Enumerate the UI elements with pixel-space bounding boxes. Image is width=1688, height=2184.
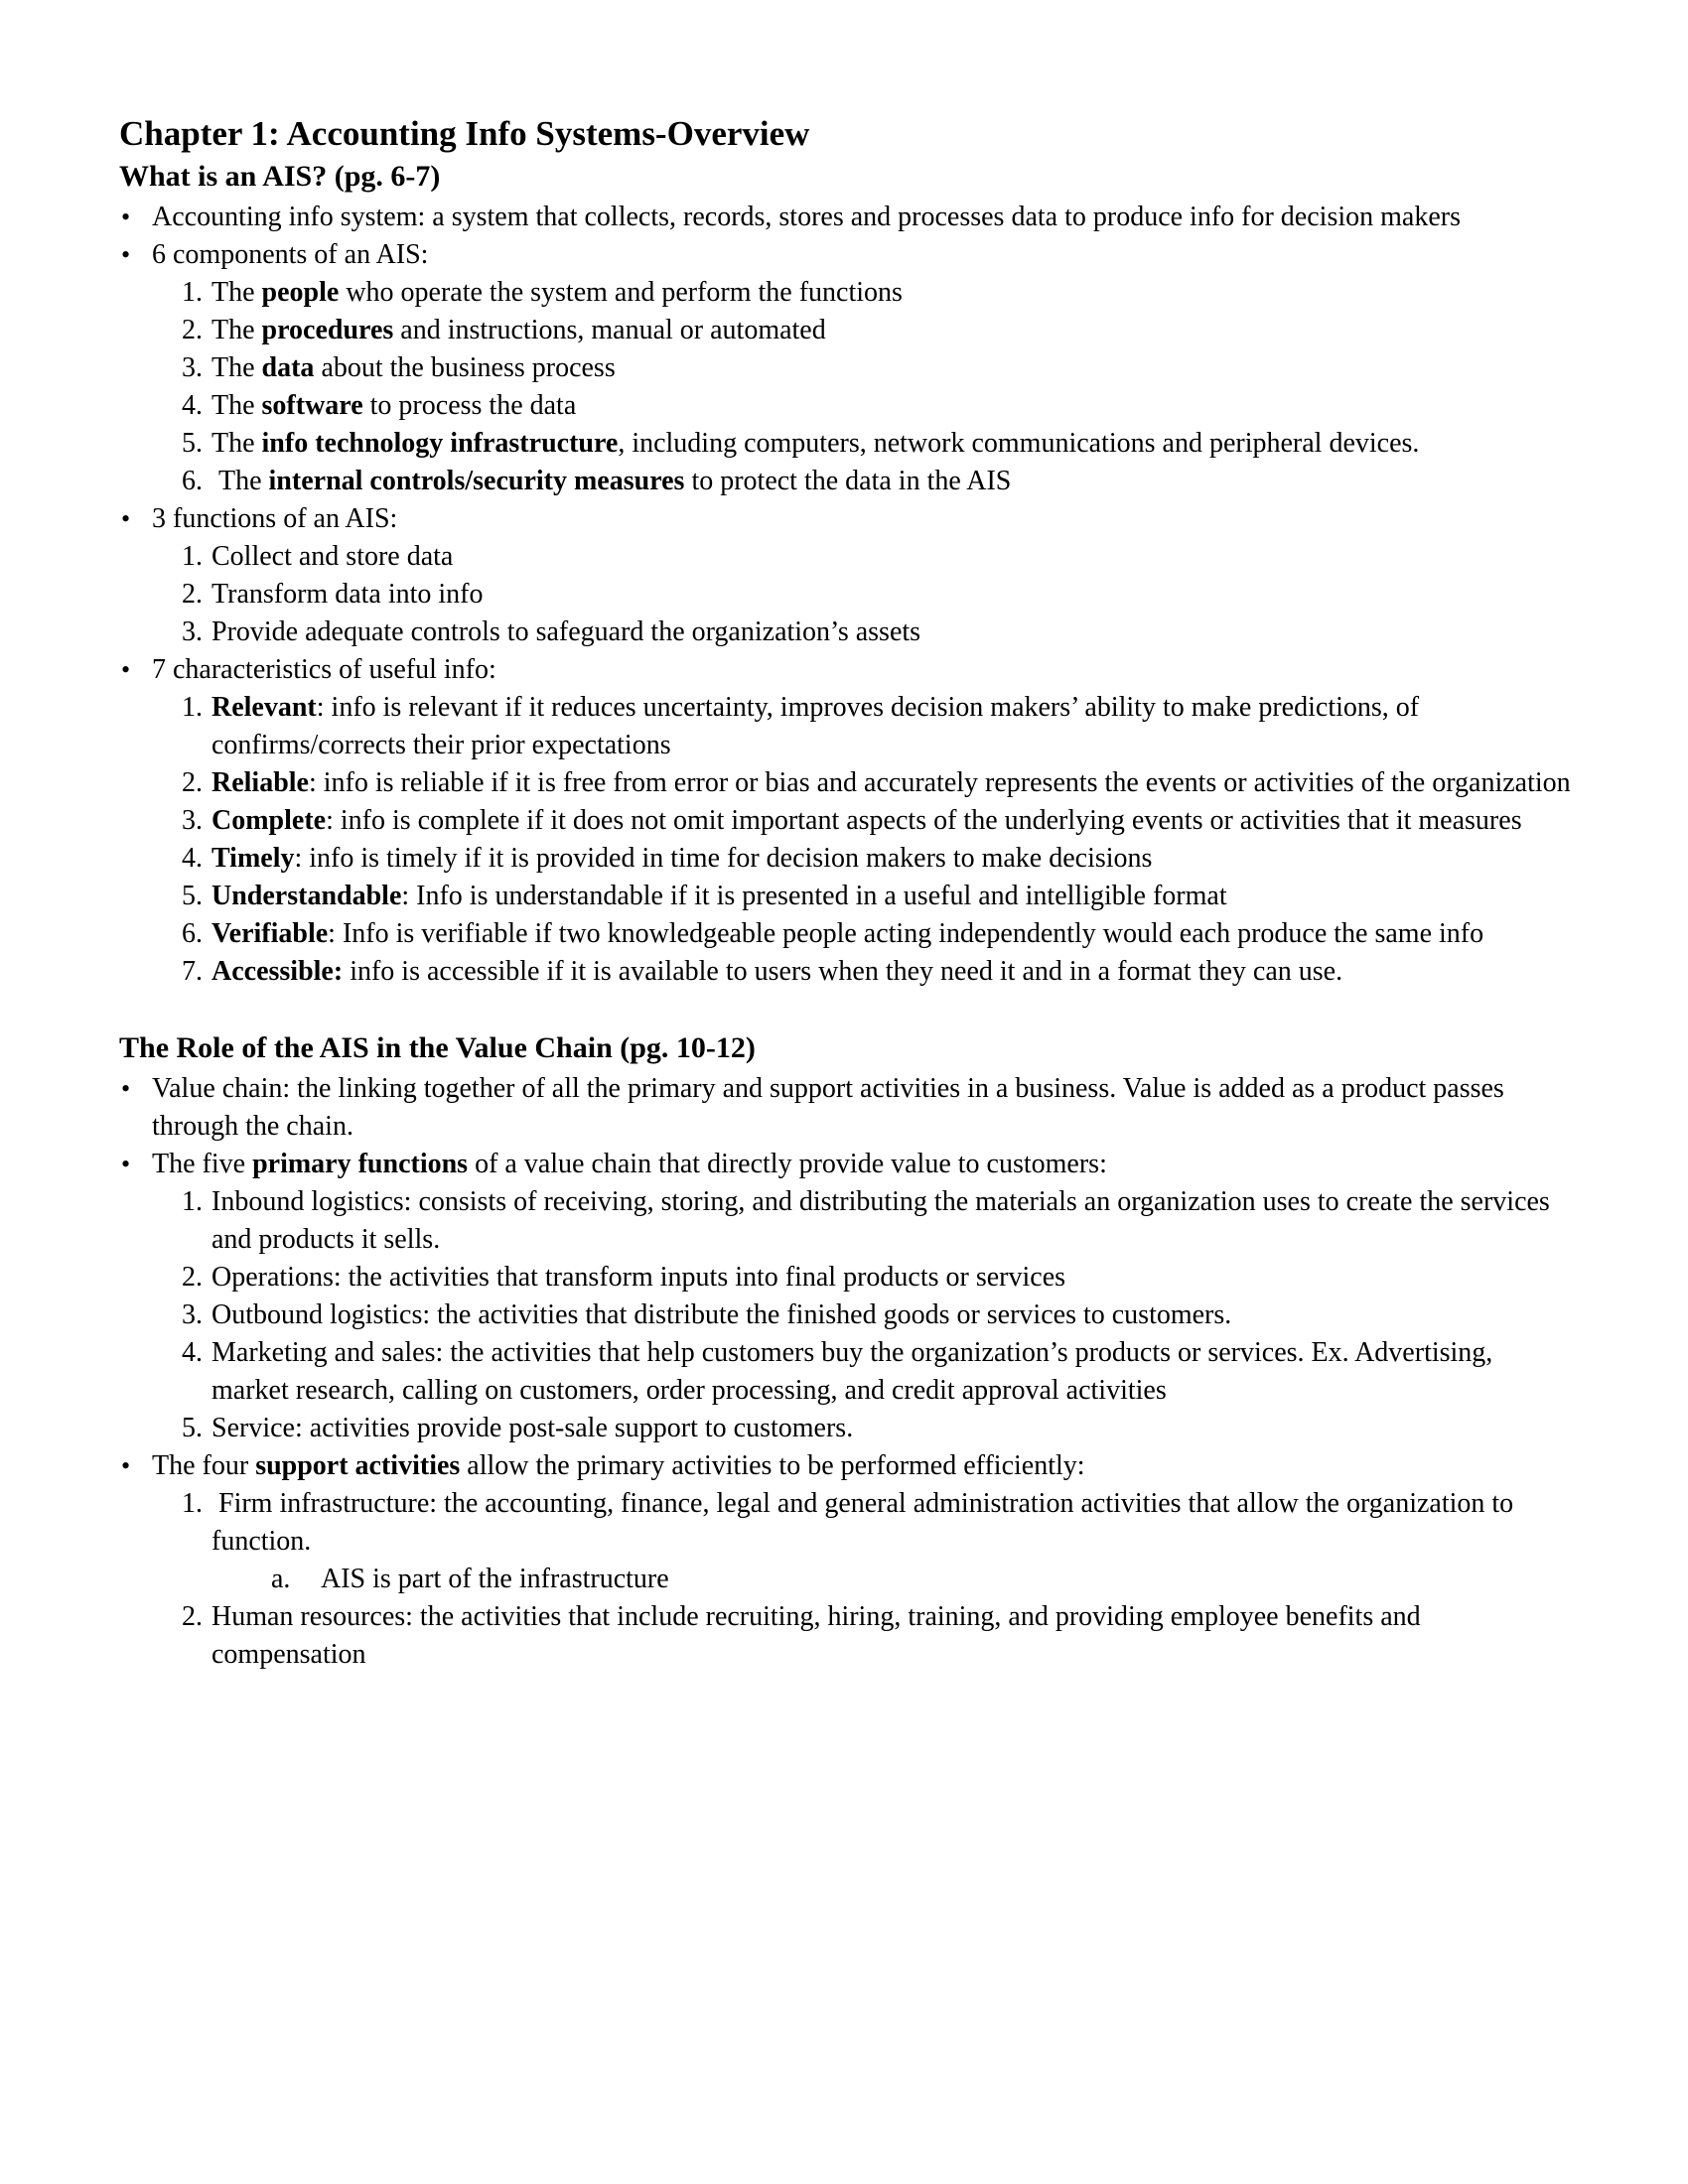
bold-text-run: software xyxy=(261,390,363,421)
list-item xyxy=(182,915,1571,953)
bold-text-run: Relevant xyxy=(211,692,317,723)
bold-text-run: internal controls/security measures xyxy=(268,466,685,496)
bold-text-run: Complete xyxy=(211,805,327,836)
text-run: Inbound logistics: consists of receiving, storing, and distributing the materials an organization uses to create the services and products it sells. xyxy=(211,1186,1557,1255)
page-title: Chapter 1: Accounting Info Systems-Overview xyxy=(119,114,810,153)
list-item xyxy=(182,463,1571,500)
list-number-marker: 1. xyxy=(182,277,203,308)
text-run: 7 characteristics of useful info: xyxy=(152,654,496,685)
list-item xyxy=(182,1598,1571,1674)
text-run: Provide adequate controls to safeguard the organization’s assets xyxy=(211,616,921,647)
text-run: to protect the data in the AIS xyxy=(684,466,1012,496)
list-item-text xyxy=(211,538,1571,576)
document-section xyxy=(119,157,1571,991)
bold-text-run: primary functions xyxy=(252,1149,469,1179)
list-item-text xyxy=(211,1297,1571,1334)
text-run: The four xyxy=(152,1450,256,1481)
list-item xyxy=(182,312,1571,349)
text-run: The xyxy=(211,315,262,345)
list-item-text xyxy=(152,1070,1571,1146)
list-number-marker: 5. xyxy=(182,428,203,459)
list-number-marker: 1. xyxy=(182,541,203,572)
list-number-marker: 2. xyxy=(182,1262,203,1293)
list-item-text xyxy=(211,425,1571,463)
list-item-text xyxy=(211,463,1571,500)
list-number-marker: 4. xyxy=(182,390,203,421)
bold-text-run: info technology infrastructure xyxy=(261,428,619,459)
list-number-marker: 1. xyxy=(182,692,203,723)
bullet-marker: • xyxy=(121,504,131,533)
list-item xyxy=(182,614,1571,651)
list-number-marker: 3. xyxy=(182,805,203,836)
list-item-text xyxy=(211,274,1571,312)
bullet-marker: • xyxy=(121,203,131,231)
list-item xyxy=(182,689,1571,764)
text-run: The xyxy=(211,390,262,421)
text-run: : info is complete if it does not omit important aspects of the underlying events or activities that it measures xyxy=(326,805,1522,836)
list-item xyxy=(182,274,1571,312)
bold-text-run: Timely xyxy=(211,843,295,874)
list-number-marker: 1. xyxy=(182,1488,203,1519)
section-heading: What is an AIS? (pg. 6-7) xyxy=(119,160,441,193)
bullet-marker: • xyxy=(121,1451,131,1480)
list-item xyxy=(182,387,1571,425)
list-item xyxy=(121,199,1571,236)
list-item-text xyxy=(211,1410,1571,1447)
list-item-text xyxy=(211,689,1571,764)
bullet-marker: • xyxy=(121,240,131,269)
text-run: 3 functions of an AIS: xyxy=(152,503,398,534)
list-number-marker: 1. xyxy=(182,1186,203,1217)
list-item xyxy=(182,878,1571,915)
text-run: , including computers, network communications and peripheral devices. xyxy=(618,428,1420,459)
list-item-text xyxy=(211,312,1571,349)
text-run: Firm infrastructure: the accounting, finance, legal and general administration activities that allow the organization to function. xyxy=(211,1488,1521,1557)
list-item xyxy=(121,236,1571,274)
bold-text-run: procedures xyxy=(261,315,394,345)
list-item-text xyxy=(211,1598,1571,1674)
text-run: The xyxy=(211,277,262,308)
text-run: Service: activities provide post-sale support to customers. xyxy=(211,1413,854,1443)
text-run: Human resources: the activities that include recruiting, hiring, training, and providing employee benefits and compensation xyxy=(211,1601,1428,1670)
text-run: : Info is understandable if it is presented in a useful and intelligible format xyxy=(401,881,1227,911)
list-item xyxy=(182,576,1571,614)
text-run: : Info is verifiable if two knowledgeable people acting independently would each produce the same info xyxy=(328,918,1484,949)
text-run: 6 components of an AIS: xyxy=(152,239,429,270)
bold-text-run: Accessible: xyxy=(211,956,344,987)
list-number-marker: 4. xyxy=(182,843,203,874)
text-run: of a value chain that directly provide value to customers: xyxy=(468,1149,1107,1179)
list-item xyxy=(121,1146,1571,1183)
text-run: Operations: the activities that transform inputs into final products or services xyxy=(211,1262,1066,1293)
list-number-marker: 5. xyxy=(182,1413,203,1443)
list-item-text xyxy=(152,199,1571,236)
list-item-text xyxy=(211,1259,1571,1297)
list-item-text xyxy=(211,878,1571,915)
list-item xyxy=(121,1070,1571,1146)
bold-text-run: Verifiable xyxy=(211,918,329,949)
list-item-text xyxy=(211,1485,1571,1561)
list-number-marker: 4. xyxy=(182,1337,203,1368)
list-item xyxy=(182,1297,1571,1334)
list-item-text xyxy=(211,349,1571,387)
list-number-marker: 2. xyxy=(182,767,203,798)
list-item-text xyxy=(152,651,1571,689)
list-number-marker: 6. xyxy=(182,466,203,496)
text-run: : info is relevant if it reduces uncertainty, improves decision makers’ ability to make predictions, of confirms/corrects their prior expectations xyxy=(211,692,1427,760)
bullet-marker: • xyxy=(121,1150,131,1178)
list-item xyxy=(182,764,1571,802)
text-run: The xyxy=(211,428,262,459)
text-run: AIS is part of the infrastructure xyxy=(321,1564,669,1594)
list-item xyxy=(182,802,1571,840)
text-run: Accounting info system: a system that collects, records, stores and processes data to produce info for decision makers xyxy=(152,202,1461,232)
list-item-text xyxy=(321,1561,1571,1598)
list-number-marker: 2. xyxy=(182,579,203,610)
bullet-marker: • xyxy=(121,655,131,684)
text-run: : info is reliable if it is free from error or bias and accurately represents the events or activities of the organization xyxy=(309,767,1571,798)
list-item xyxy=(121,651,1571,689)
text-run: : info is timely if it is provided in time for decision makers to make decisions xyxy=(294,843,1153,874)
text-run: who operate the system and perform the functions xyxy=(339,277,903,308)
list-item-text xyxy=(152,500,1571,538)
list-number-marker: 3. xyxy=(182,1299,203,1330)
text-run: Value chain: the linking together of all the primary and support activities in a business. Value is added as a product passes through the chain. xyxy=(152,1073,1511,1142)
text-run: Outbound logistics: the activities that distribute the finished goods or services to customers. xyxy=(211,1299,1232,1330)
bullet-marker: • xyxy=(121,1074,131,1103)
bold-text-run: Reliable xyxy=(211,767,309,798)
text-run: about the business process xyxy=(314,352,616,383)
list-item xyxy=(182,349,1571,387)
list-item-text xyxy=(152,1146,1571,1183)
text-run: info is accessible if it is available to users when they need it and in a format they can use. xyxy=(343,956,1343,987)
bold-text-run: data xyxy=(261,352,315,383)
list-number-marker: 3. xyxy=(182,616,203,647)
text-run: to process the data xyxy=(362,390,577,421)
list-item xyxy=(182,1183,1571,1259)
text-run: Collect and store data xyxy=(211,541,454,572)
list-number-marker: 2. xyxy=(182,315,203,345)
list-item xyxy=(182,1410,1571,1447)
list-item xyxy=(121,1447,1571,1485)
list-number-marker: 3. xyxy=(182,352,203,383)
list-item xyxy=(182,1334,1571,1410)
list-number-marker: a. xyxy=(271,1564,291,1594)
list-item-text xyxy=(211,802,1571,840)
text-run: Transform data into info xyxy=(211,579,484,610)
list-item-text xyxy=(211,764,1571,802)
list-item xyxy=(121,500,1571,538)
bold-text-run: people xyxy=(261,277,340,308)
list-item xyxy=(271,1561,1571,1598)
text-run: Marketing and sales: the activities that help customers buy the organization’s products or services. Ex. Advertising, market research, calling on customers, order processing, and credit approval activities xyxy=(211,1337,1507,1406)
text-run: and instructions, manual or automated xyxy=(393,315,826,345)
text-run: allow the primary activities to be performed efficiently: xyxy=(460,1450,1085,1481)
list-number-marker: 7. xyxy=(182,956,203,987)
section-heading: The Role of the AIS in the Value Chain (pg. 10-12) xyxy=(119,1031,756,1064)
text-run: The xyxy=(211,466,269,496)
list-number-marker: 6. xyxy=(182,918,203,949)
list-number-marker: 5. xyxy=(182,881,203,911)
bold-text-run: Understandable xyxy=(211,881,402,911)
document-sections xyxy=(119,157,1571,1674)
list-number-marker: 2. xyxy=(182,1601,203,1632)
list-item xyxy=(182,425,1571,463)
list-item xyxy=(182,538,1571,576)
list-item-text xyxy=(211,1334,1571,1410)
document-section xyxy=(119,1028,1571,1674)
list-item-text xyxy=(211,840,1571,878)
bold-text-run: support activities xyxy=(255,1450,461,1481)
list-item xyxy=(182,1259,1571,1297)
list-item-text xyxy=(152,236,1571,274)
list-item-text xyxy=(152,1447,1571,1485)
list-item xyxy=(182,840,1571,878)
list-item xyxy=(182,1485,1571,1561)
list-item-text xyxy=(211,576,1571,614)
list-item-text xyxy=(211,1183,1571,1259)
list-item-text xyxy=(211,387,1571,425)
list-item-text xyxy=(211,953,1571,991)
text-run: The xyxy=(211,352,262,383)
list-item-text xyxy=(211,614,1571,651)
text-run: The five xyxy=(152,1149,253,1179)
list-item-text xyxy=(211,915,1571,953)
list-item xyxy=(182,953,1571,991)
